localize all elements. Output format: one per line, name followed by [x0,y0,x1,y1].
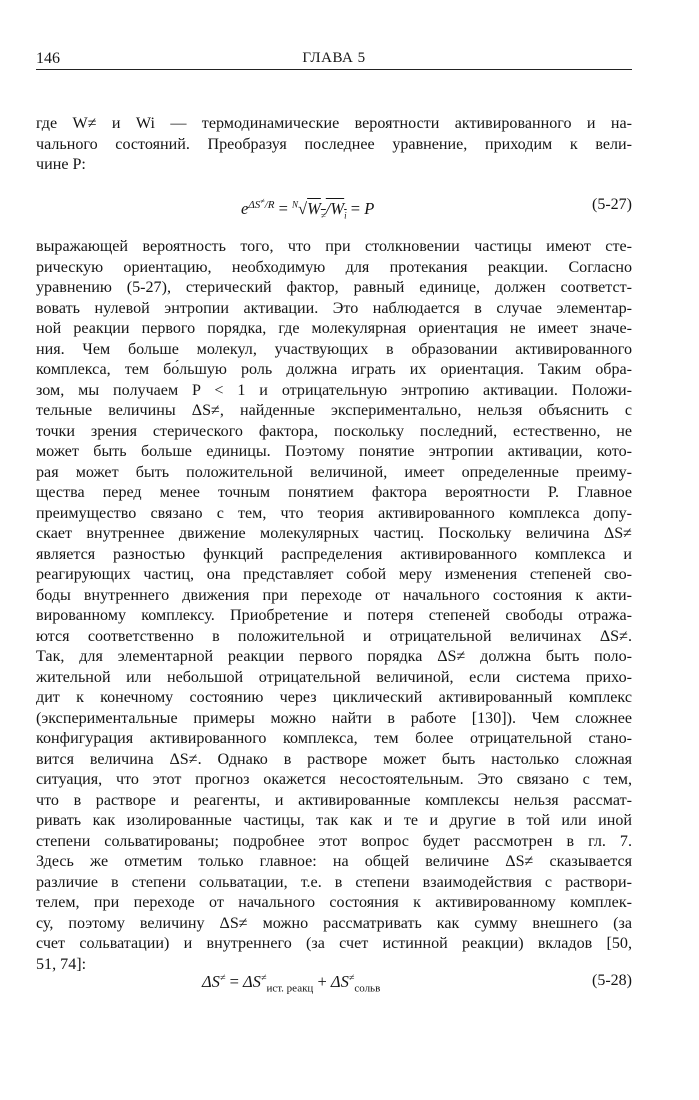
text-line: комплекса, тем бо́льшую роль должна играть их ориентация. Таким обра- [36,361,632,378]
text-line: вированному комплексу. Приобретение и потеря степеней свободы отража- [36,607,632,624]
chapter-title: ГЛАВА 5 [302,50,366,66]
text-line: Так, для элементарной реакции первого порядка ΔS≠ должна быть поло- [36,648,632,665]
text-line: ной реакции первого порядка, где молекулярная ориентация не имеет значе- [36,320,632,337]
equation-number: (5-28) [592,972,632,989]
text-line: ния. Чем больше молекул, участвующих в образовании активированного [36,340,632,358]
equation-5-27 [36,196,632,222]
text-line: боды внутреннего движения при переходе от начального состояния к акти- [36,586,632,604]
text-line: что в растворе и реагенты, и активированные комплексы нельзя рассмат- [36,791,632,809]
text-line: скает внутреннее движение молекулярных частиц. Поскольку величина ΔS≠ [36,525,632,542]
equation-formula: $\Delta S^\ne = \Delta S^\ne_{ист. реакц} + \Delta S^\ne_{сольв}$ [202,972,381,995]
text-line: дит к конечному состоянию через циклический активированный комплекс [36,689,632,706]
text-line: Здесь же отметим только главное: на общей величине ΔS≠ сказывается [36,853,632,870]
text-line: вовать нулевой энтропии активации. Это наблюдается в случае элементар- [36,299,632,317]
text-line: жительной или небольшой отрицательной величиной, если система прихо- [36,668,632,686]
text-line: ситуация, что этот прогноз окажется несостоятельным. Это связано с тем, [36,771,632,788]
text-line: может быть больше единицы. Поэтому понятие энтропии активации, кото- [36,443,632,460]
text-line: конфигурация активированного комплекса, тем более отрицательной стано- [36,730,632,747]
text-line: вится величина ΔS≠. Однако в растворе может быть настолько сложная [36,750,632,768]
paragraph-2 [36,237,632,975]
text-line: выражающей вероятность того, что при столкновении частицы имеют сте- [36,238,632,255]
text-line: точки зрения стерического фактора, поскольку последний, естественно, не [36,422,632,440]
text-line: щества перед менее точным понятием фактора вероятности P. Главное [36,484,632,501]
text-line: 51, 74]: [36,955,87,973]
page-header [36,50,632,68]
equation-number: (5-27) [592,196,632,213]
text-line: чального состояний. Преобразуя последнее уравнение, приходим к вели- [36,135,632,153]
text-line: рическую ориентацию, необходимую для протекания реакции. Согласно [36,258,632,276]
text-line: ривать как изолированные частицы, так как и те и другие в той или иной [36,812,632,829]
text-line: чине P: [36,156,86,173]
text-line: степени сольватированы; подробнее этот вопрос будет рассмотрен в гл. 7. [36,832,632,850]
paragraph-1 [36,114,632,176]
text-line: где W≠ и Wi — термодинамические вероятности активированного и на- [36,115,632,132]
text-line: (экспериментальные примеры можно найти в работе [130]). Чем сложнее [36,709,632,727]
equation-5-28 [36,972,632,998]
text-line: тельные величины ΔS≠, найденные экспериментально, нельзя объяснить с [36,402,632,419]
text-line: счет сольватации) и внутреннего (за счет истинной реакции) вкладов [50, [36,935,632,952]
text-line: су, поэтому величину ΔS≠ можно рассматривать как сумму внешнего (за [36,914,632,932]
text-line: является разностью функций распределения активированного комплекса и [36,545,632,563]
text-line: реагирующих частиц, она представляет собой меру изменения степеней сво- [36,566,632,583]
text-line: различие в степени сольватации, т.е. в степени взаимодействия с раствори- [36,873,632,891]
equation-formula: $e^{\Delta S^\ne/R} = ^N√W_\ne/W_i = P$ [241,196,375,221]
text-line: рая может быть положительной величиной, имеет определенные преиму- [36,463,632,481]
text-line: телем, при переходе от начального состояния к активированному комплек- [36,894,632,911]
text-line: зом, мы получаем P < 1 и отрицательную энтропию активации. Положи- [36,381,632,399]
text-line: преимущество связано с тем, что теория активированного комплекса допу- [36,504,632,522]
text-line: ются соответственно в положительной и отрицательной величинах ΔS≠. [36,627,632,645]
header-rule [36,69,632,70]
text-line: уравнению (5-27), стерический фактор, равный единице, должен соответст- [36,279,632,296]
page-number: 146 [36,50,60,67]
